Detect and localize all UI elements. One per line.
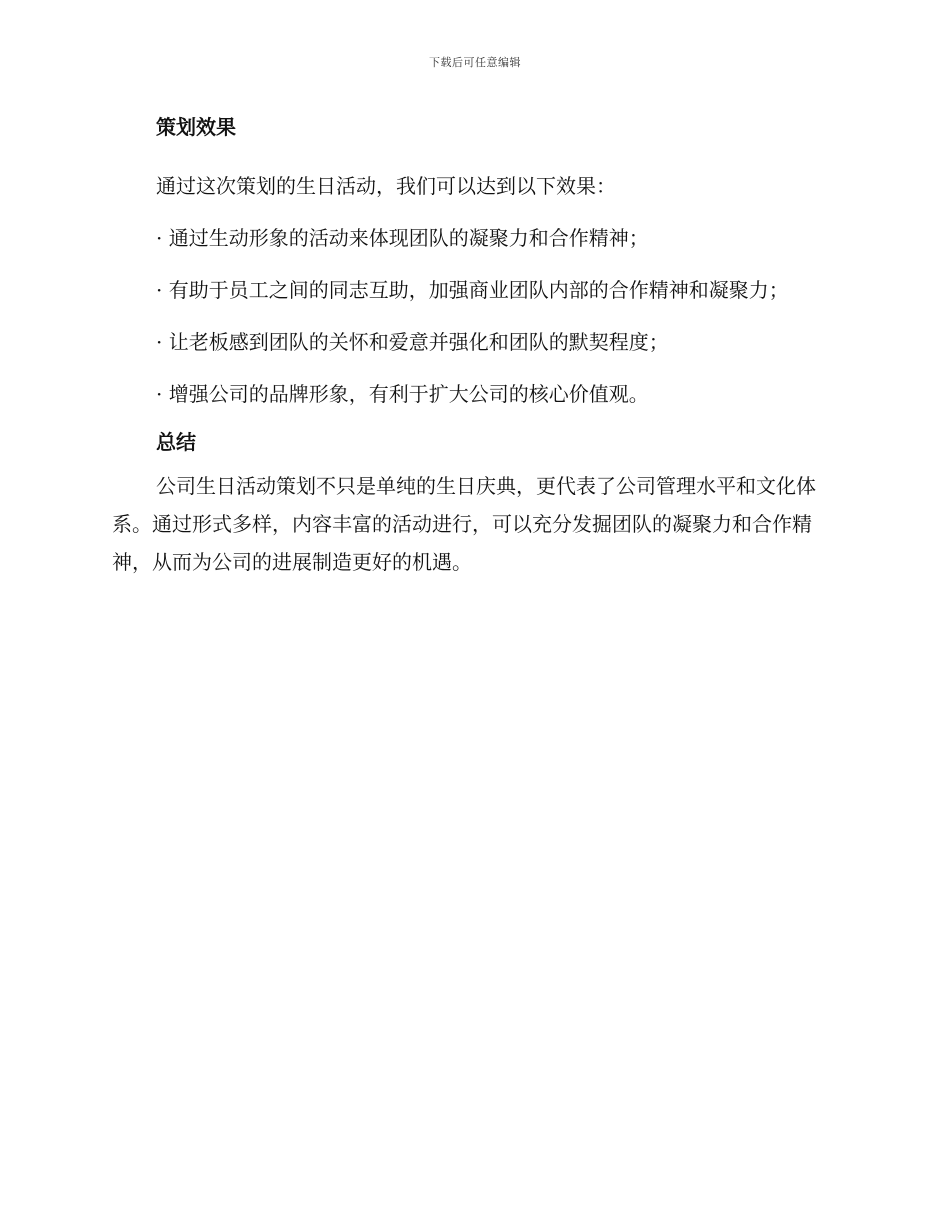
summary-paragraph: 公司生日活动策划不只是单纯的生日庆典，更代表了公司管理水平和文化体系。通过形式多样，内容丰富的活动进行，可以充分发掘团队的凝聚力和合作精神，从而为公司的进展制造更好的机遇。 [112,474,816,574]
effect-bullet-item: · 有助于员工之间的同志互助，加强商业团队内部的合作精神和凝聚力； [156,278,789,302]
document-body [112,112,830,597]
effect-bullet-item: · 让老板感到团队的关怀和爱意并强化和团队的默契程度； [156,330,669,354]
effects-intro-paragraph: 通过这次策划的生日活动，我们可以达到以下效果： [156,174,616,198]
section-title-effects: 策划效果 [156,115,236,139]
effect-bullet-item: · 增强公司的品牌形象，有利于扩大公司的核心价值观。 [156,382,649,406]
section-title-summary: 总结 [156,430,196,454]
effect-bullet-item: · 通过生动形象的活动来体现团队的凝聚力和合作精神； [156,226,649,250]
page-header: 下载后可任意编辑 [429,56,521,69]
